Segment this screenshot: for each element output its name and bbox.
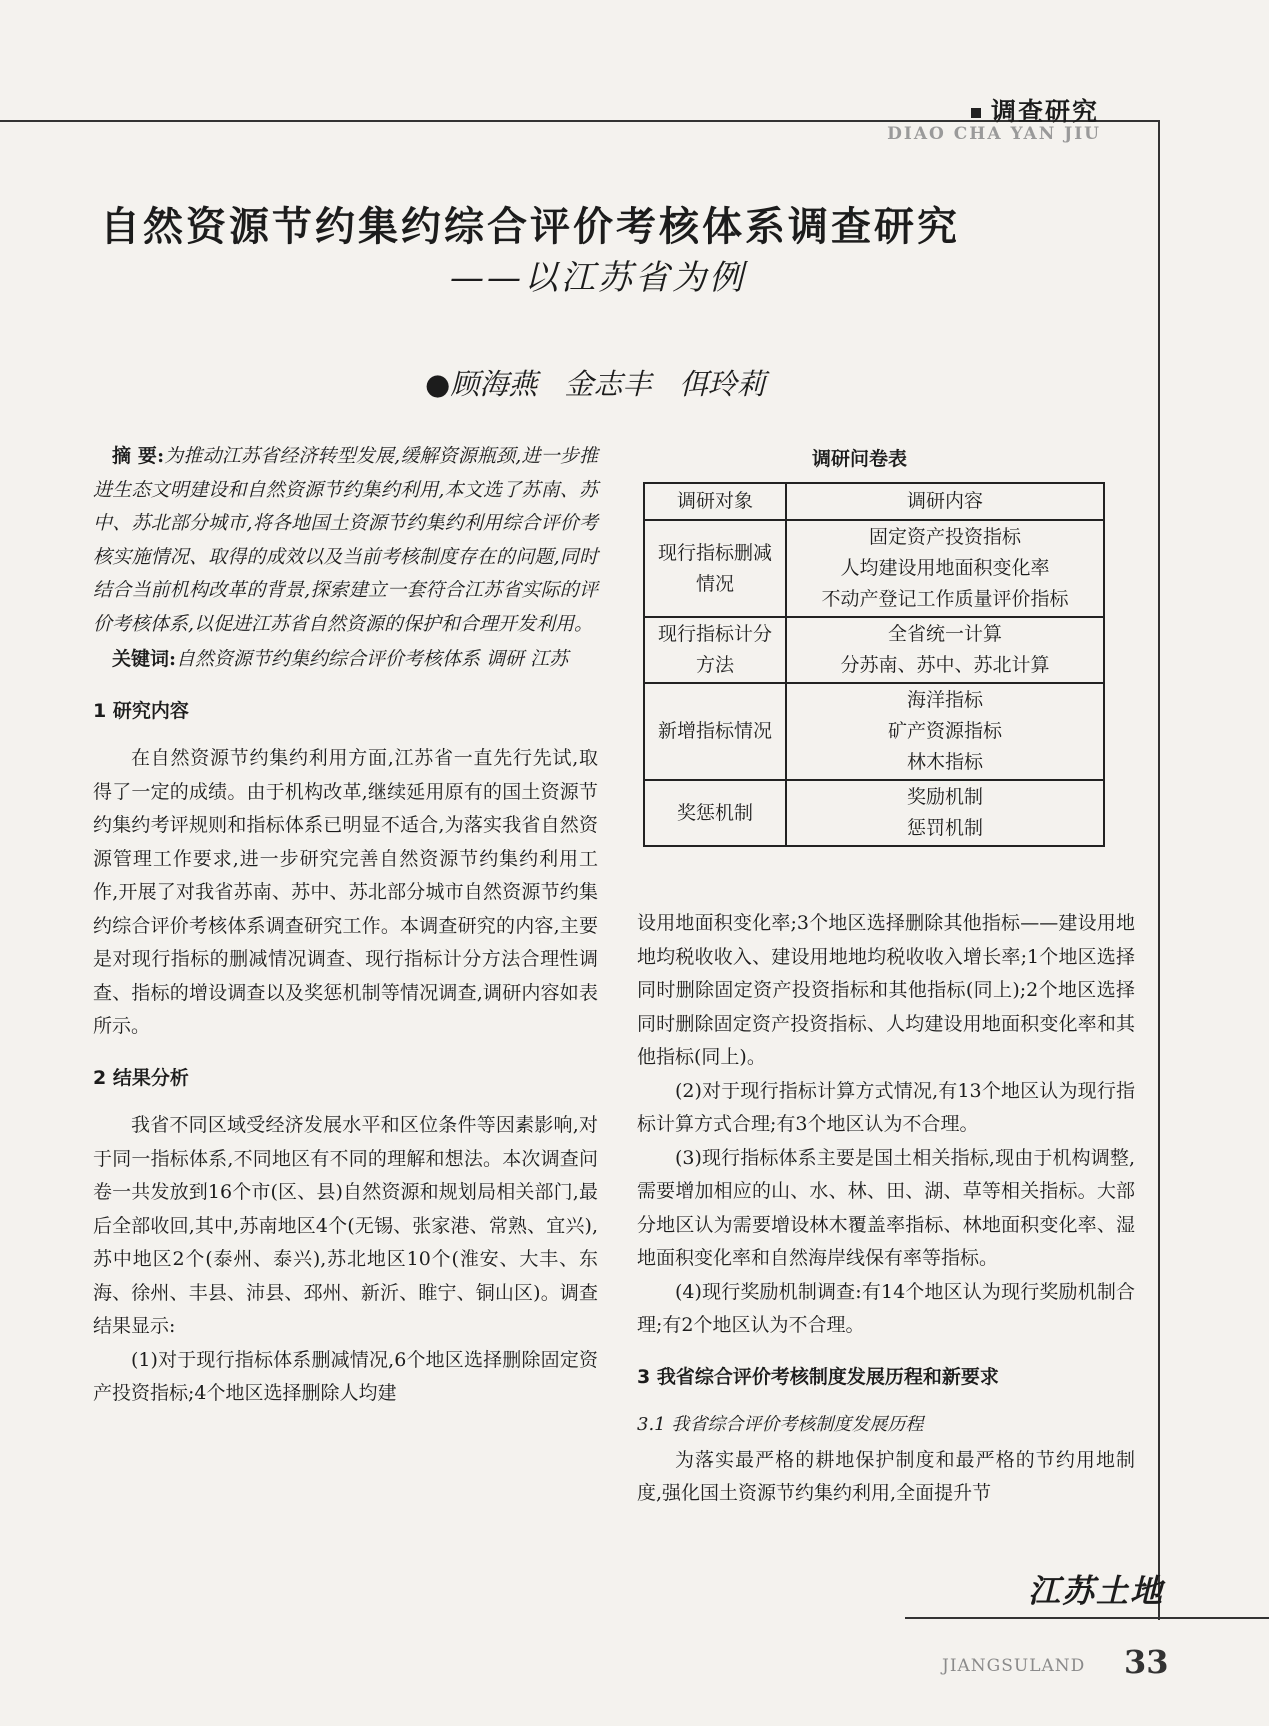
content-item: 分苏南、苏中、苏北计算 — [840, 654, 1050, 676]
keywords-label: 关键词: — [112, 648, 177, 670]
content-item: 不动产登记工作质量评价指标 — [821, 588, 1069, 610]
table-cell-content — [786, 780, 1104, 846]
table-cell-object: 现行指标删减情况 — [644, 520, 786, 617]
table-cell-content — [786, 683, 1104, 780]
content-item: 惩罚机制 — [906, 817, 983, 839]
section2-paragraph-3: (2)对于现行指标计算方式情况,有13个地区认为现行指标计算方式合理;有3个地区认为不合理。 — [637, 1079, 1135, 1135]
author-names: 顾海燕 金志丰 佴玲莉 — [450, 367, 766, 401]
section2-paragraph-4: (3)现行指标体系主要是国土相关指标,现由于机构调整,需要增加相应的山、水、林、田、湖、草等相关指标。大部分地区认为需要增设林木覆盖率指标、林地面积变化率、湿地面积变化率和自然海岸线保有率等指标。 — [637, 1146, 1135, 1269]
table-header-object: 调研对象 — [644, 483, 786, 520]
keywords — [93, 643, 598, 677]
margin-rule — [1158, 120, 1160, 1620]
section2-paragraph-5: (4)现行奖励机制调查:有14个地区认为现行奖励机制合理;有2个地区认为不合理。 — [637, 1280, 1135, 1336]
section3-paragraph: 为落实最严格的耕地保护制度和最严格的节约用地制度,强化国土资源节约集约利用,全面提升节 — [637, 1448, 1135, 1504]
table-cell-content — [786, 520, 1104, 617]
table-row — [644, 780, 1104, 846]
content-item: 全省统一计算 — [887, 623, 1002, 645]
survey-table — [643, 482, 1105, 847]
table-header-content: 调研内容 — [786, 483, 1104, 520]
section-pinyin: DIAO CHA YAN JIU — [887, 124, 1101, 144]
table-caption: 调研问卷表 — [812, 448, 908, 470]
table-cell-content — [786, 617, 1104, 683]
page-number: 33 — [1124, 1643, 1169, 1681]
content-item: 奖励机制 — [906, 786, 983, 808]
authors — [425, 362, 766, 403]
table-cell-object: 奖惩机制 — [644, 780, 786, 846]
table-row — [644, 617, 1104, 683]
section3-heading: 3 我省综合评价考核制度发展历程和新要求 — [637, 1365, 999, 1388]
section-tag — [971, 92, 1099, 128]
content-item: 海洋指标 — [906, 689, 983, 711]
section2-paragraph-2-cont: 设用地面积变化率;3个地区选择删除其他指标——建设用地地均税收收入、建设用地地均税收收入增长率;1个地区选择同时删除固定资产投资指标和其他指标(同上);2个地区选择同时删除固定资产投资指标、人均建设用地面积变化率和其他指标(同上)。 — [637, 912, 1135, 1068]
table-header-row — [644, 483, 1104, 520]
right-column — [637, 907, 1135, 1511]
section-label: 调查研究 — [990, 97, 1099, 126]
section1-paragraph: 在自然资源节约集约利用方面,江苏省一直先行先试,取得了一定的成绩。由于机构改革,继续延用原有的国土资源节约集约考评规则和指标体系已明显不适合,为落实我省自然资源管理工作要求,进一步研究完善自然资源节约集约利用工作,开展了对我省苏南、苏中、苏北部分城市自然资源节约集约综合评价考核体系调查研究工作。本调查研究的内容,主要是对现行指标的删减情况调查、现行指标计分方法合理性调查、指标的增设调查以及奖惩机制等情况调查,调研内容如表所示。 — [93, 747, 598, 1037]
journal-name: JIANGSULAND — [942, 1656, 1086, 1676]
section2-heading: 2 结果分析 — [93, 1066, 189, 1089]
journal-brand-logo: 江苏土地 — [1028, 1572, 1165, 1610]
table-row — [644, 683, 1104, 780]
table-row — [644, 520, 1104, 617]
keywords-text: 自然资源节约集约综合评价考核体系 调研 江苏 — [176, 648, 569, 670]
abstract — [93, 440, 598, 641]
section3-subheading: 3.1 我省综合评价考核制度发展历程 — [637, 1414, 924, 1435]
table-cell-object: 现行指标计分方法 — [644, 617, 786, 683]
content-item: 矿产资源指标 — [887, 720, 1002, 742]
left-column — [93, 440, 598, 1411]
abstract-text: 为推动江苏省经济转型发展,缓解资源瓶颈,进一步推进生态文明建设和自然资源节约集约利用,本文选了苏南、苏中、苏北部分城市,将各地国土资源节约集约利用综合评价考核实施情况、取得的成效以及当前考核制度存在的问题,同时结合当前机构改革的背景,探索建立一套符合江苏省实际的评价考核体系,以促进江苏省自然资源的保护和合理开发利用。 — [93, 445, 598, 635]
section2-paragraph-1: 我省不同区域受经济发展水平和区位条件等因素影响,对于同一指标体系,不同地区有不同的理解和想法。本次调查问卷一共发放到16个市(区、县)自然资源和规划局相关部门,最后全部收回,其中,苏南地区4个(无锡、张家港、常熟、宜兴),苏中地区2个(泰州、泰兴),苏北地区10个(淮安、大丰、东海、徐州、丰县、沛县、邳州、新沂、睢宁、铜山区)。调查结果显示: — [93, 1114, 598, 1337]
bullet-icon: ● — [425, 367, 451, 401]
section2-paragraph-2-start: (1)对于现行指标体系删减情况,6个地区选择删除固定资产投资指标;4个地区选择删除人均建 — [93, 1348, 598, 1404]
content-item: 人均建设用地面积变化率 — [840, 557, 1050, 579]
section1-heading: 1 研究内容 — [93, 699, 189, 722]
content-item: 林木指标 — [906, 751, 983, 773]
footer-rule — [905, 1617, 1269, 1619]
article-subtitle: ——以江苏省为例 — [450, 258, 746, 298]
table-cell-object: 新增指标情况 — [644, 683, 786, 780]
square-bullet-icon — [971, 108, 981, 118]
article-title: 自然资源节约集约综合评价考核体系调查研究 — [100, 204, 960, 250]
abstract-label: 摘 要: — [112, 445, 165, 467]
content-item: 固定资产投资指标 — [868, 526, 1021, 548]
